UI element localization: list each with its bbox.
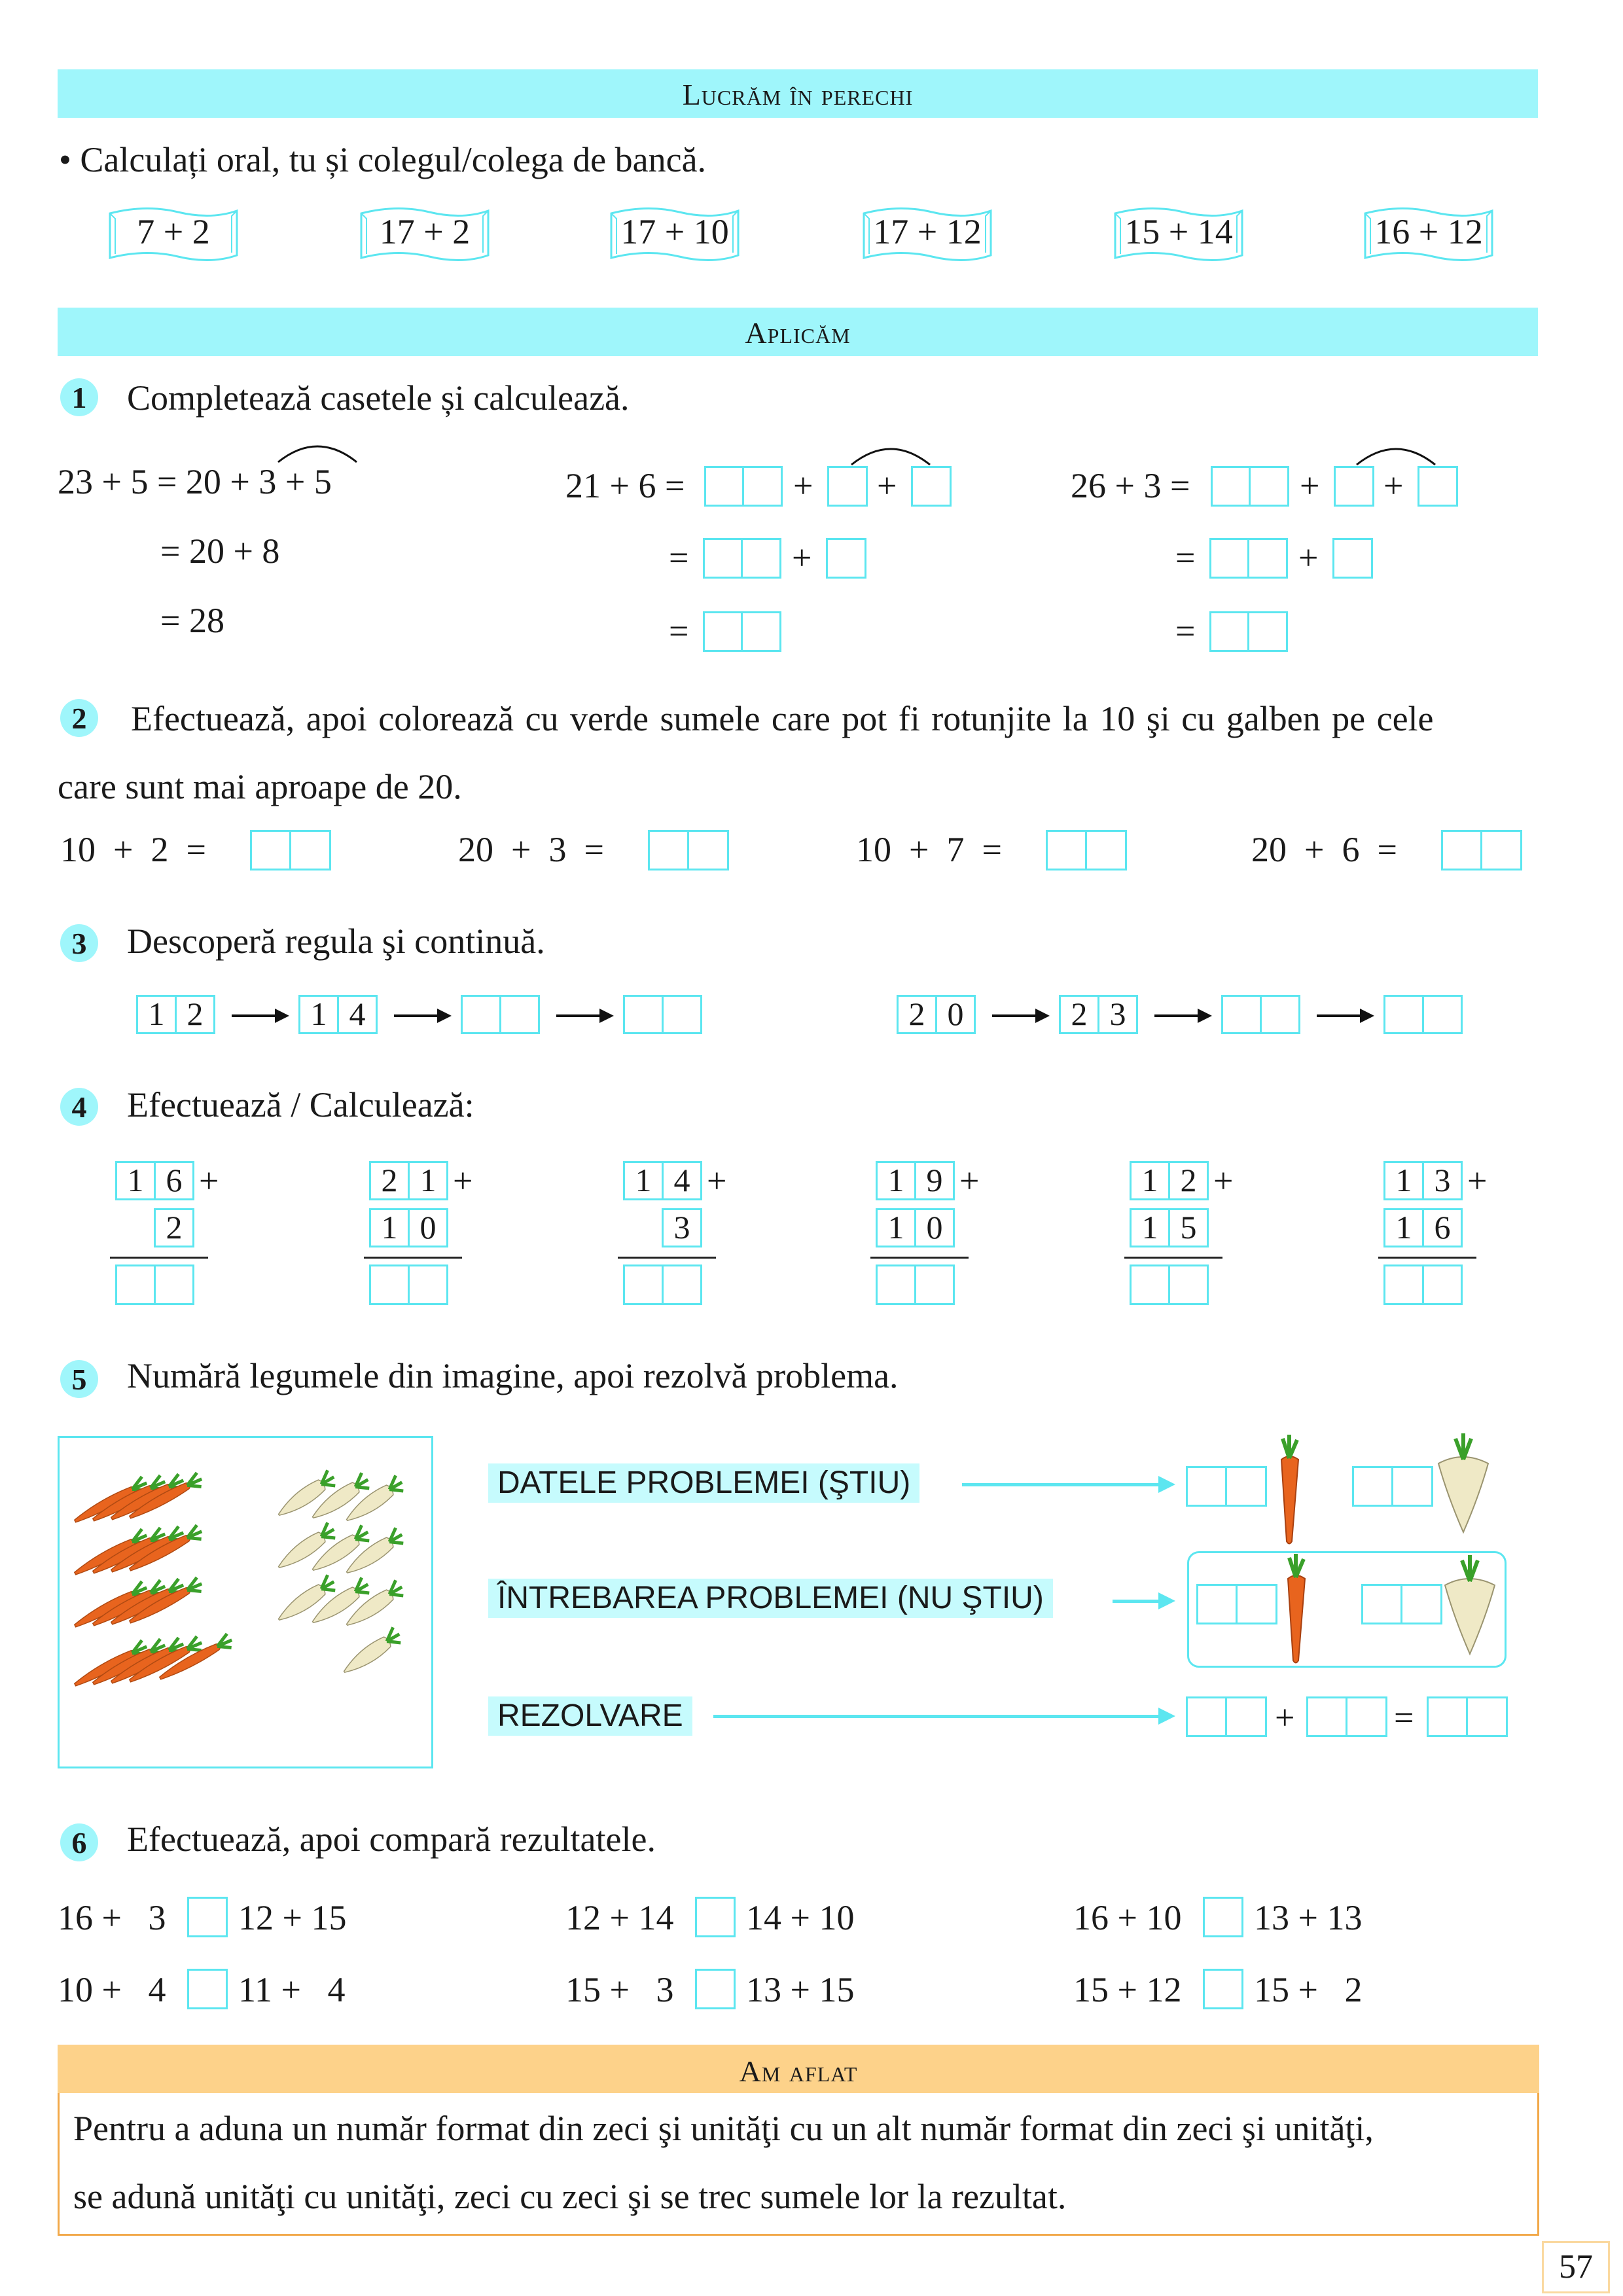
ex1-b-box-divider (1247, 611, 1249, 652)
expression-text: 17 + 12 (873, 212, 982, 251)
parsnip-icon (340, 1626, 404, 1679)
parsnip-icon (1433, 1431, 1492, 1535)
sequence-digit: 2 (1059, 995, 1099, 1034)
plus-sign: + (959, 1161, 980, 1200)
parsnip-icon (274, 1469, 338, 1522)
addend-digit: 1 (1383, 1208, 1424, 1247)
ex1-b-box-divider (1249, 466, 1251, 507)
ex1-model-line1: 23 + 5 = 20 + 3 + 5 (58, 462, 332, 501)
addend-digit: 9 (914, 1161, 955, 1200)
ex1-a-box-divider (742, 466, 744, 507)
ex1-b-row2-units[interactable] (1332, 538, 1373, 579)
plus-sign: + (453, 1161, 473, 1200)
exercise-1-title: Completează casetele și calculează. (127, 378, 630, 418)
left-expression: 16 + 10 (1073, 1898, 1182, 1937)
expression-ribbon (106, 204, 241, 262)
right-expression: 12 + 15 (238, 1898, 347, 1937)
addend-digit: 2 (154, 1208, 194, 1247)
plus-sign: + (707, 1161, 727, 1200)
addend-digit: 6 (154, 1161, 194, 1200)
carrot-icon (1270, 1433, 1309, 1545)
sum-line (110, 1257, 208, 1259)
expression-text: 17 + 10 (620, 212, 729, 251)
vegetables-image-frame (58, 1436, 433, 1768)
sequence-digit[interactable] (623, 995, 664, 1034)
expression-text: 15 + 14 (1124, 212, 1233, 251)
addend-digit: 1 (408, 1161, 448, 1200)
right-expression: 15 + 2 (1254, 1970, 1363, 2009)
ex1-model-line3: = 28 (160, 601, 224, 640)
sequence-digit[interactable] (662, 995, 702, 1034)
compare-sign-box[interactable] (695, 1897, 736, 1937)
equals-sign: = (669, 611, 689, 651)
ex1-b-box-units2[interactable] (1418, 466, 1458, 507)
right-expression: 14 + 10 (746, 1898, 855, 1937)
compare-sign-box[interactable] (695, 1969, 736, 2009)
sum-expression: 20 + 3 = (458, 830, 604, 869)
arrow-right-icon (556, 1014, 611, 1017)
sequence-digit: 2 (175, 995, 215, 1034)
left-expression: 12 + 14 (565, 1898, 674, 1937)
sum-line (364, 1257, 462, 1259)
addend-digit: 1 (1130, 1208, 1170, 1247)
box-divider (1225, 1696, 1227, 1737)
addend-digit: 2 (369, 1161, 410, 1200)
ex1-model-arc (275, 437, 360, 463)
addend-digit: 1 (115, 1161, 156, 1200)
left-expression: 10 + 4 (58, 1970, 166, 2009)
sum-expression: 10 + 2 = (60, 830, 206, 869)
right-expression: 13 + 13 (1254, 1898, 1363, 1937)
sequence-digit: 1 (298, 995, 339, 1034)
compare-sign-box[interactable] (1203, 1969, 1243, 2009)
box-divider (1225, 1466, 1227, 1507)
vegetables-illustration (60, 1438, 431, 1767)
ex1-b-box-units1[interactable] (1334, 466, 1374, 507)
box-divider (1391, 1466, 1393, 1507)
equals-sign: = (1394, 1698, 1414, 1737)
plus-sign: + (1467, 1161, 1488, 1200)
sequence-digit[interactable] (461, 995, 501, 1034)
result-digit-box[interactable] (154, 1265, 194, 1305)
sequence-digit: 3 (1097, 995, 1138, 1034)
right-expression: 11 + 4 (238, 1970, 346, 2009)
plus-sign: + (792, 538, 812, 577)
ex1-problem-b: 26 + 3 = (1071, 466, 1190, 505)
data-label: DATELE PROBLEMEI (ŞTIU) (488, 1463, 919, 1503)
exercise-2-title-line2: care sunt mai aproape de 20. (58, 767, 462, 806)
box-divider (1400, 1584, 1402, 1624)
sequence-digit[interactable] (1221, 995, 1262, 1034)
expression-text: 16 + 12 (1374, 212, 1483, 251)
result-digit-box[interactable] (623, 1265, 664, 1305)
exercise-4-number: 4 (60, 1088, 98, 1126)
ex1-a-arc (848, 440, 933, 466)
box-divider (1480, 830, 1482, 870)
addend-digit: 1 (876, 1208, 916, 1247)
plus-sign: + (1213, 1161, 1234, 1200)
equals-sign: = (669, 538, 689, 577)
expression-text: 17 + 2 (379, 212, 471, 251)
compare-sign-box[interactable] (187, 1969, 228, 2009)
result-digit-box[interactable] (115, 1265, 156, 1305)
exercise-5-title: Numără legumele din imagine, apoi rezolvă problema. (127, 1356, 899, 1395)
arrow-right-icon (1113, 1600, 1171, 1603)
section-header-pair-work: Lucrăm în perechi (58, 69, 1538, 118)
ex1-a-box-units1[interactable] (827, 466, 868, 507)
result-digit-box[interactable] (408, 1265, 448, 1305)
box-divider (1085, 830, 1087, 870)
addend-digit: 1 (1130, 1161, 1170, 1200)
exercise-6-title: Efectuează, apoi compară rezultatele. (127, 1820, 656, 1859)
parsnip-icon (274, 1522, 338, 1574)
solve-label: REZOLVARE (488, 1696, 692, 1736)
addend-digit: 0 (408, 1208, 448, 1247)
ex1-b-box-divider (1247, 538, 1249, 579)
box-divider (289, 830, 291, 870)
result-digit-box[interactable] (914, 1265, 955, 1305)
ex1-b-arc (1353, 440, 1438, 466)
addend-digit: 6 (1422, 1208, 1463, 1247)
arrow-right-icon (992, 1014, 1047, 1017)
addend-digit: 3 (662, 1208, 702, 1247)
sum-expression: 10 + 7 = (856, 830, 1002, 869)
left-expression: 15 + 3 (565, 1970, 674, 2009)
sequence-digit: 4 (337, 995, 378, 1034)
expression-ribbon (357, 204, 492, 262)
plus-sign: + (793, 466, 813, 505)
arrow-right-icon (394, 1014, 449, 1017)
result-digit-box[interactable] (876, 1265, 916, 1305)
equals-sign: = (1175, 611, 1196, 651)
learned-line2: se adună unităţi cu unităţi, zeci cu zeci şi se trec sumele lor la rezultat. (73, 2177, 1067, 2216)
exercise-2-number: 2 (60, 699, 98, 737)
plus-sign: + (1383, 466, 1404, 505)
ex1-a-box-divider (741, 611, 743, 652)
section-header-apply: Aplicăm (58, 308, 1538, 356)
ex1-a-box-divider (741, 538, 743, 579)
plus-sign: + (1298, 538, 1319, 577)
box-divider (1466, 1696, 1468, 1737)
arrow-right-icon (962, 1483, 1171, 1486)
sequence-digit: 1 (136, 995, 177, 1034)
ex1-problem-a: 21 + 6 = (565, 466, 685, 505)
arrow-right-icon (232, 1014, 287, 1017)
exercise-5-number: 5 (60, 1360, 98, 1398)
expression-text: 7 + 2 (137, 212, 210, 251)
plus-sign: + (1275, 1698, 1295, 1737)
exercise-2-title-line1: Efectuează, apoi colorează cu verde sumele care pot fi rotunjite la 10 şi cu galben pe cele (131, 699, 1434, 738)
right-expression: 13 + 15 (746, 1970, 855, 2009)
result-digit-box[interactable] (1422, 1265, 1463, 1305)
sequence-digit[interactable] (1260, 995, 1300, 1034)
learned-header: Am aflat (58, 2045, 1539, 2093)
addend-digit: 2 (1168, 1161, 1209, 1200)
sequence-digit[interactable] (1383, 995, 1424, 1034)
addend-digit: 4 (662, 1161, 702, 1200)
result-digit-box[interactable] (369, 1265, 410, 1305)
compare-sign-box[interactable] (1203, 1897, 1243, 1937)
exercise-3-number: 3 (60, 924, 98, 962)
expression-ribbon (1111, 204, 1246, 262)
sum-line (1124, 1257, 1222, 1259)
ex1-a-box-units2[interactable] (911, 466, 952, 507)
sequence-digit[interactable] (1422, 995, 1463, 1034)
carrot-icon (1276, 1552, 1315, 1664)
learned-line1: Pentru a aduna un număr format din zeci şi unităţi cu un alt număr format din zeci şi unităţi, (73, 2109, 1374, 2148)
addend-digit: 1 (876, 1161, 916, 1200)
exercise-6-number: 6 (60, 1823, 98, 1861)
addend-digit: 1 (623, 1161, 664, 1200)
addend-digit: 1 (369, 1208, 410, 1247)
plus-sign: + (1300, 466, 1320, 505)
left-expression: 15 + 12 (1073, 1970, 1182, 2009)
ex1-model-line2: = 20 + 8 (160, 531, 280, 571)
parsnip-icon (274, 1574, 338, 1626)
result-digit-box[interactable] (1383, 1265, 1424, 1305)
expression-ribbon (607, 204, 742, 262)
page-number: 57 (1542, 2241, 1610, 2293)
arrow-right-icon (713, 1715, 1171, 1718)
addend-digit: 5 (1168, 1208, 1209, 1247)
sum-line (1378, 1257, 1476, 1259)
addend-digit: 3 (1422, 1161, 1463, 1200)
exercise-1-number: 1 (60, 378, 98, 416)
arrow-right-icon (1154, 1014, 1209, 1017)
expression-ribbon (1361, 204, 1496, 262)
result-digit-box[interactable] (1168, 1265, 1209, 1305)
sum-line (618, 1257, 716, 1259)
box-divider (687, 830, 689, 870)
sequence-digit: 2 (897, 995, 937, 1034)
expression-ribbon (860, 204, 995, 262)
sequence-digit[interactable] (499, 995, 540, 1034)
addend-digit: 0 (914, 1208, 955, 1247)
sum-expression: 20 + 6 = (1251, 830, 1397, 869)
addend-digit: 1 (1383, 1161, 1424, 1200)
arrow-right-icon (1317, 1014, 1372, 1017)
result-digit-box[interactable] (1130, 1265, 1170, 1305)
box-divider (1236, 1584, 1238, 1624)
box-divider (1346, 1696, 1347, 1737)
plus-sign: + (199, 1161, 219, 1200)
exercise-4-title: Efectuează / Calculează: (127, 1085, 474, 1124)
exercise-3-title: Descoperă regula şi continuă. (127, 922, 545, 961)
pair-work-instruction: • Calculați oral, tu și colegul/colega de bancă. (59, 140, 707, 179)
equals-sign: = (1175, 538, 1196, 577)
left-expression: 16 + 3 (58, 1898, 166, 1937)
compare-sign-box[interactable] (187, 1897, 228, 1937)
ex1-a-row2-units[interactable] (826, 538, 866, 579)
result-digit-box[interactable] (662, 1265, 702, 1305)
sequence-digit: 0 (935, 995, 976, 1034)
plus-sign: + (877, 466, 897, 505)
question-label: ÎNTREBAREA PROBLEMEI (NU ŞTIU) (488, 1579, 1053, 1618)
sum-line (870, 1257, 969, 1259)
parsnip-icon (1440, 1552, 1499, 1657)
